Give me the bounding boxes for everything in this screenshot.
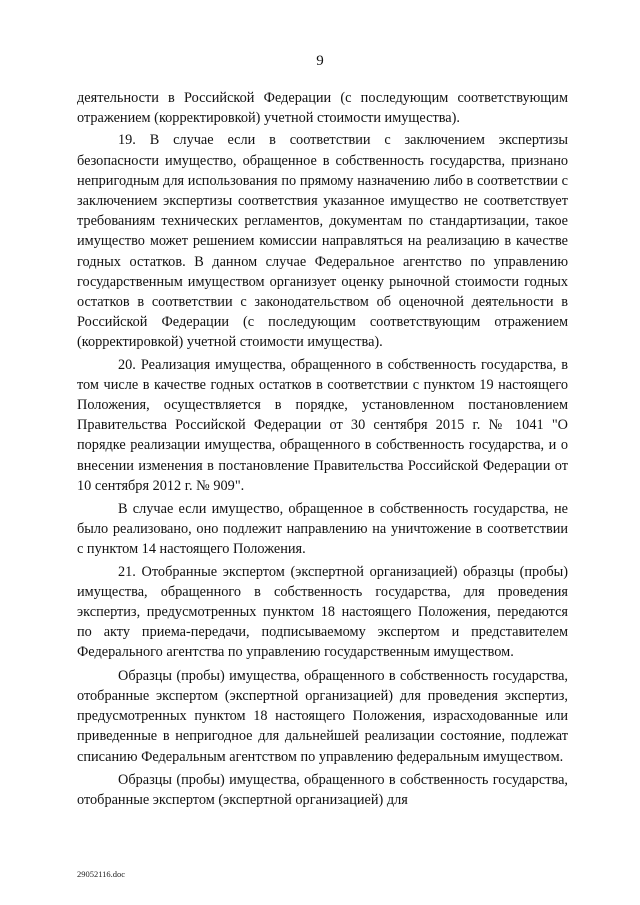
paragraph-item-20: 20. Реализация имущества, обращенного в собственность государства, в том числе в качестве годных остатков в соответствии с пунктом 19 настоящего Положения, осуществляется в порядке, установленном постановлением Правительства Российской Федерации от 30 сентября 2015 г. № 1041 "О порядке реализации имущества, обращенного в собственность государства, и о внесении изменения в постановление Правительства Российской Федерации от 10 сентября 2012 г. № 909". bbox=[77, 356, 568, 494]
paragraph-unsold-property: В случае если имущество, обращенное в собственность государства, не было реализовано, оно подлежит направлению на уничтожение в соответствии с пунктом 14 настоящего Положения. bbox=[77, 501, 568, 558]
document-file-code: 29052116.doc bbox=[77, 869, 126, 879]
document-body bbox=[77, 88, 568, 812]
paragraph-item-19: 19. В случае если в соответствии с заключением экспертизы безопасности имущество, обращенное в собственность государства, признано непригодным для использования по прямому назначению либо в соответствии с заключением экспертизы соответствия указанное имущество не соответствует требованиям технических регламентов, документам по стандартизации, такое имущество может решением комиссии направляться на реализацию в качестве годных остатков. В данном случае Федеральное агентство по управлению государственным имуществом организует оценку рыночной стоимости годных остатков в соответствии с законодательством об оценочной деятельности в Российской Федерации (с последующим соответствующим отражением (корректировкой) учетной стоимости имущества). bbox=[77, 132, 568, 351]
paragraph-samples-write-off: Образцы (пробы) имущества, обращенного в собственность государства, отобранные экспертом (экспертной организацией) для проведения экспертиз, предусмотренных пунктом 18 настоящего Положения, израсходованные или приведенные в непригодное для дальнейшей реализации состояние, подлежат списанию Федеральным агентством по управлению федеральным имуществом. bbox=[77, 667, 568, 765]
paragraph-samples-continued: Образцы (пробы) имущества, обращенного в собственность государства, отобранные экспертом (экспертной организацией) для bbox=[77, 771, 568, 808]
paragraph-continuation: деятельности в Российской Федерации (с последующим соответствующим отражением (корректировкой) учетной стоимости имущества). bbox=[77, 90, 568, 127]
page-number: 9 bbox=[316, 53, 324, 69]
paragraph-item-21: 21. Отобранные экспертом (экспертной организацией) образцы (пробы) имущества, обращенного в собственность государства, для проведения экспертиз, предусмотренных пунктом 18 настоящего Положения, передаются по акту приема-передачи, подписываемому экспертом и представителем Федерального агентства по управлению государственным имуществом. bbox=[77, 563, 568, 661]
